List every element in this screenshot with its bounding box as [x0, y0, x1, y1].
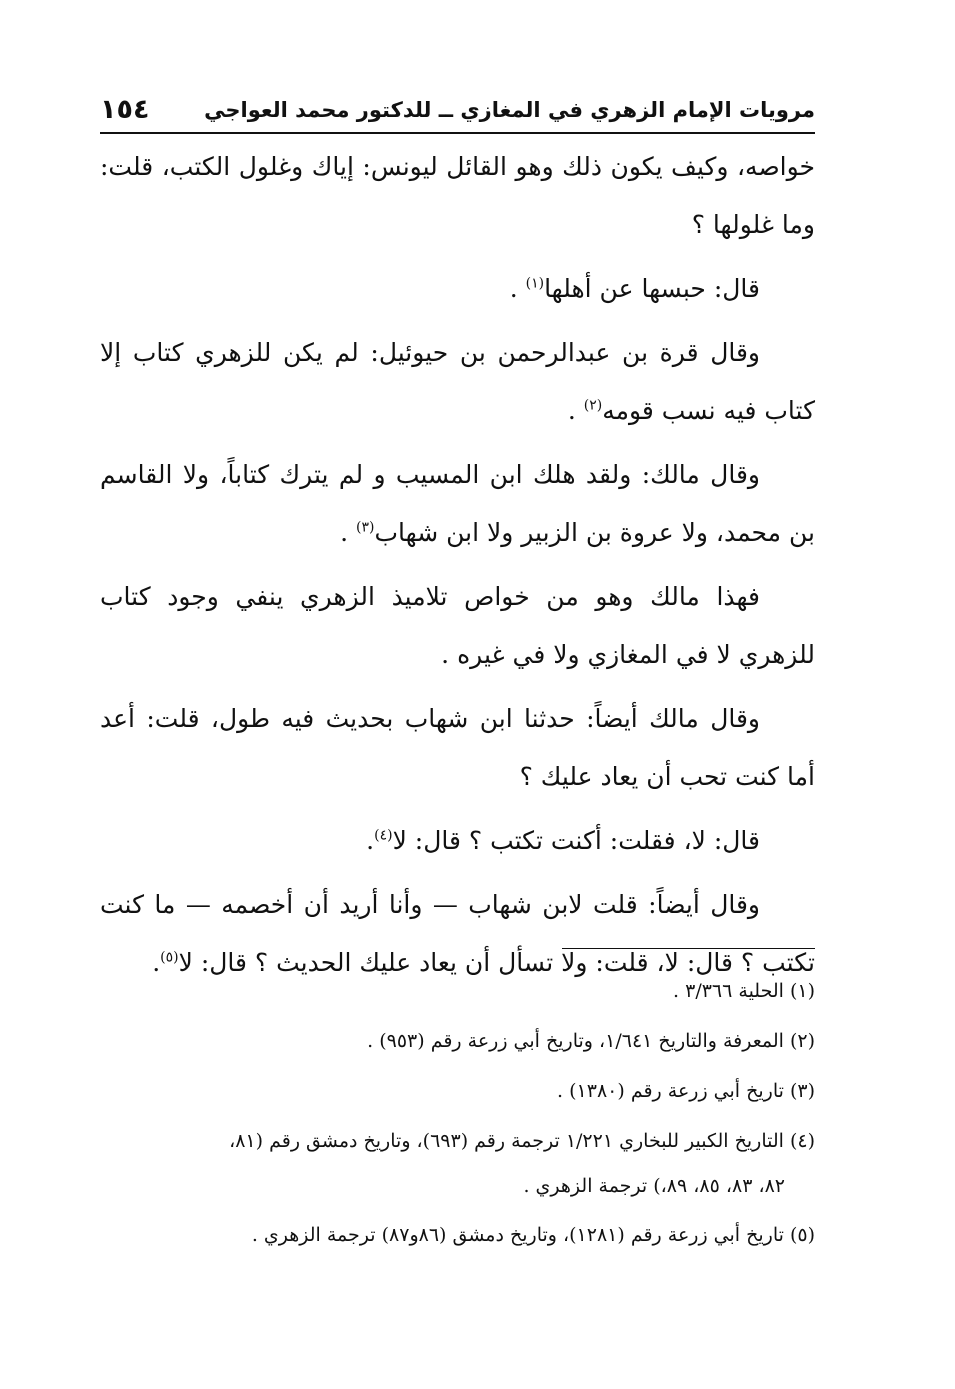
- footnote-text: تاريخ أبي زرعة رقم (١٢٨١)، وتاريخ دمشق (٨٦و٨٧) ترجمة الزهري .: [251, 1224, 784, 1246]
- footnote-ref-1[interactable]: (١): [525, 275, 545, 292]
- footnote-5: [100, 1212, 815, 1258]
- paragraph-4: [100, 446, 815, 562]
- page-number: ١٥٤: [100, 94, 150, 125]
- footnote-text: المعرفة والتاريخ ١/٦٤١، وتاريخ أبي زرعة رقم (٩٥٣) .: [367, 1030, 784, 1052]
- footnote-text: تاريخ أبي زرعة رقم (١٣٨٠) .: [557, 1080, 784, 1102]
- footnotes: [100, 968, 815, 1262]
- paragraph-end: .: [366, 826, 375, 855]
- footnote-number: (٤): [789, 1130, 815, 1152]
- paragraph-text: وقال مالك: ولقد هلك ابن المسيب و لم يترك كتاباً، ولا القاسم بن محمد، ولا عروة بن الزبير ولا ابن شهاب: [100, 460, 815, 547]
- paragraph-end: .: [509, 274, 526, 303]
- footnote-1: [100, 968, 815, 1014]
- footnote-separator: [562, 948, 815, 949]
- paragraph-end: .: [340, 518, 357, 547]
- paragraph-text: خواصه، وكيف يكون ذلك وهو القائل ليونس: إياك وغلول الكتب، قلت: وما غلولها ؟: [100, 152, 815, 239]
- footnote-ref-2[interactable]: (٢): [583, 397, 603, 414]
- paragraph-6: [100, 690, 815, 806]
- footnote-ref-5[interactable]: (٥): [160, 949, 179, 966]
- footnote-number: (٢): [789, 1030, 815, 1052]
- footnote-number: (١): [789, 980, 815, 1002]
- paragraph-end: .: [152, 948, 161, 977]
- footnote-3: [100, 1068, 815, 1114]
- paragraph-5: [100, 568, 815, 684]
- paragraph-text: قال: حبسها عن أهلها: [544, 274, 760, 303]
- running-title: مرويات الإمام الزهري في المغازي ــ للدكتور محمد العواجي: [204, 98, 815, 122]
- paragraph-7: [100, 812, 815, 870]
- paragraph-text: وقال مالك أيضاً: حدثنا ابن شهاب بحديث فيه طول، قلت: أعد أما كنت تحب أن يعاد عليك ؟: [100, 704, 815, 791]
- footnote-4: [100, 1118, 815, 1208]
- footnote-ref-3[interactable]: (٣): [356, 519, 375, 536]
- paragraph-3: [100, 324, 815, 440]
- paragraph-text: قال: لا، فقلت: أكنت تكتب ؟ قال: لا: [392, 826, 760, 855]
- footnote-ref-4[interactable]: (٤): [374, 827, 393, 844]
- footnote-2: [100, 1018, 815, 1064]
- footnote-number: (٣): [789, 1080, 815, 1102]
- page-header: [100, 92, 815, 134]
- paragraph-2: [100, 260, 815, 318]
- paragraph-1: [100, 138, 815, 254]
- paragraph-text: وقال قرة بن عبدالرحمن بن حيوئيل: لم يكن للزهري كتاب إلا كتاب فيه نسب قومه: [100, 338, 815, 425]
- footnote-text: الحلية ٣/٣٦٦ .: [673, 980, 784, 1002]
- paragraph-end: .: [567, 396, 584, 425]
- footnote-number: (٥): [789, 1224, 815, 1246]
- paragraph-text: فهذا مالك وهو من خواص تلاميذ الزهري ينفي وجود كتاب للزهري لا في المغازي ولا في غيره .: [100, 582, 815, 669]
- paragraph-text: وقال أيضاً: قلت لابن شهاب — وأنا أريد أن أخصمه — ما كنت تكتب ؟ قال: لا، قلت: ولا تسأل أن يعاد عليك الحديث ؟ قال: لا: [100, 890, 815, 977]
- footnote-text: التاريخ الكبير للبخاري ١/٢٢١ ترجمة رقم (٦٩٣)، وتاريخ دمشق رقم (٨١،: [229, 1130, 784, 1152]
- footnote-continuation: ٨٢، ٨٣، ٨٥، ٨٩،) ترجمة الزهري .: [523, 1175, 785, 1197]
- body-text: [100, 138, 815, 977]
